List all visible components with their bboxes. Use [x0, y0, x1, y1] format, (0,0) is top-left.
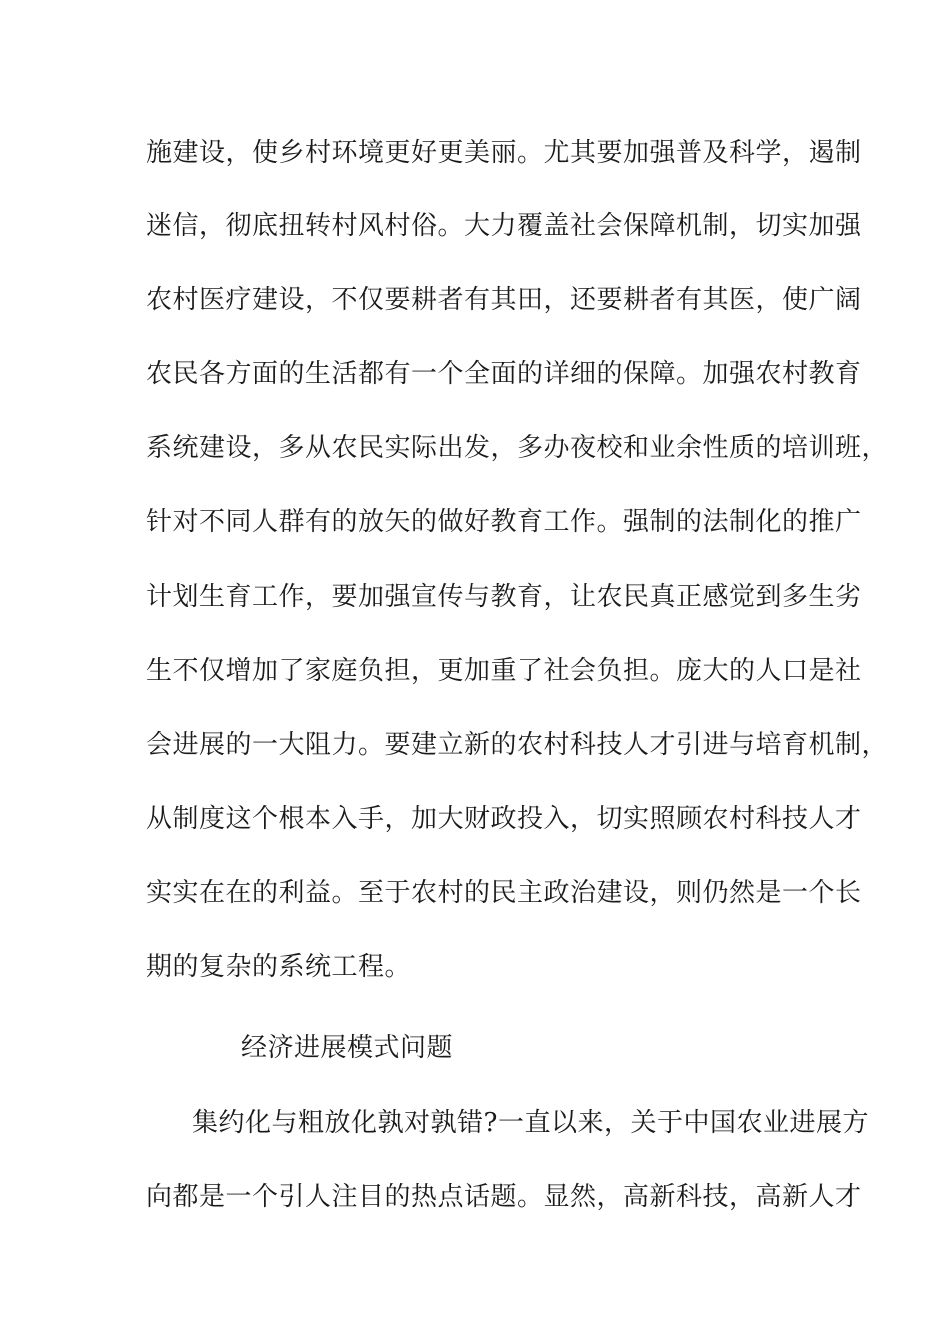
body-text-line: 期的复杂的系统工程。	[146, 952, 412, 982]
body-text-line: 系统建设，多从农民实际出发，多办夜校和业余性质的培训班，	[146, 433, 889, 463]
body-text-line: 会进展的一大阻力。要建立新的农村科技人才引进与培育机制，	[146, 730, 889, 760]
body-text-line: 农村医疗建设，不仅要耕者有其田，还要耕者有其医，使广阔	[146, 285, 862, 315]
body-text-line: 生不仅增加了家庭负担，更加重了社会负担。庞大的人口是社	[146, 656, 862, 686]
body-text-line: 集约化与粗放化孰对孰错?一直以来，关于中国农业进展方	[192, 1108, 869, 1138]
body-text-line: 从制度这个根本入手，加大财政投入，切实照顾农村科技人才	[146, 804, 862, 834]
section-heading: 经济进展模式问题	[241, 1033, 454, 1063]
body-text-line: 迷信，彻底扭转村风村俗。大力覆盖社会保障机制，切实加强	[146, 211, 862, 241]
body-text-line: 农民各方面的生活都有一个全面的详细的保障。加强农村教育	[146, 359, 862, 389]
body-text-line: 针对不同人群有的放矢的做好教育工作。强制的法制化的推广	[146, 507, 862, 537]
body-text-line: 计划生育工作，要加强宣传与教育，让农民真正感觉到多生劣	[146, 582, 862, 612]
body-text-line: 向都是一个引人注目的热点话题。显然，高新科技，高新人才	[146, 1182, 862, 1212]
body-text-line: 施建设，使乡村环境更好更美丽。尤其要加强普及科学，遏制	[146, 138, 862, 168]
body-text-line: 实实在在的利益。至于农村的民主政治建设，则仍然是一个长	[146, 878, 862, 908]
